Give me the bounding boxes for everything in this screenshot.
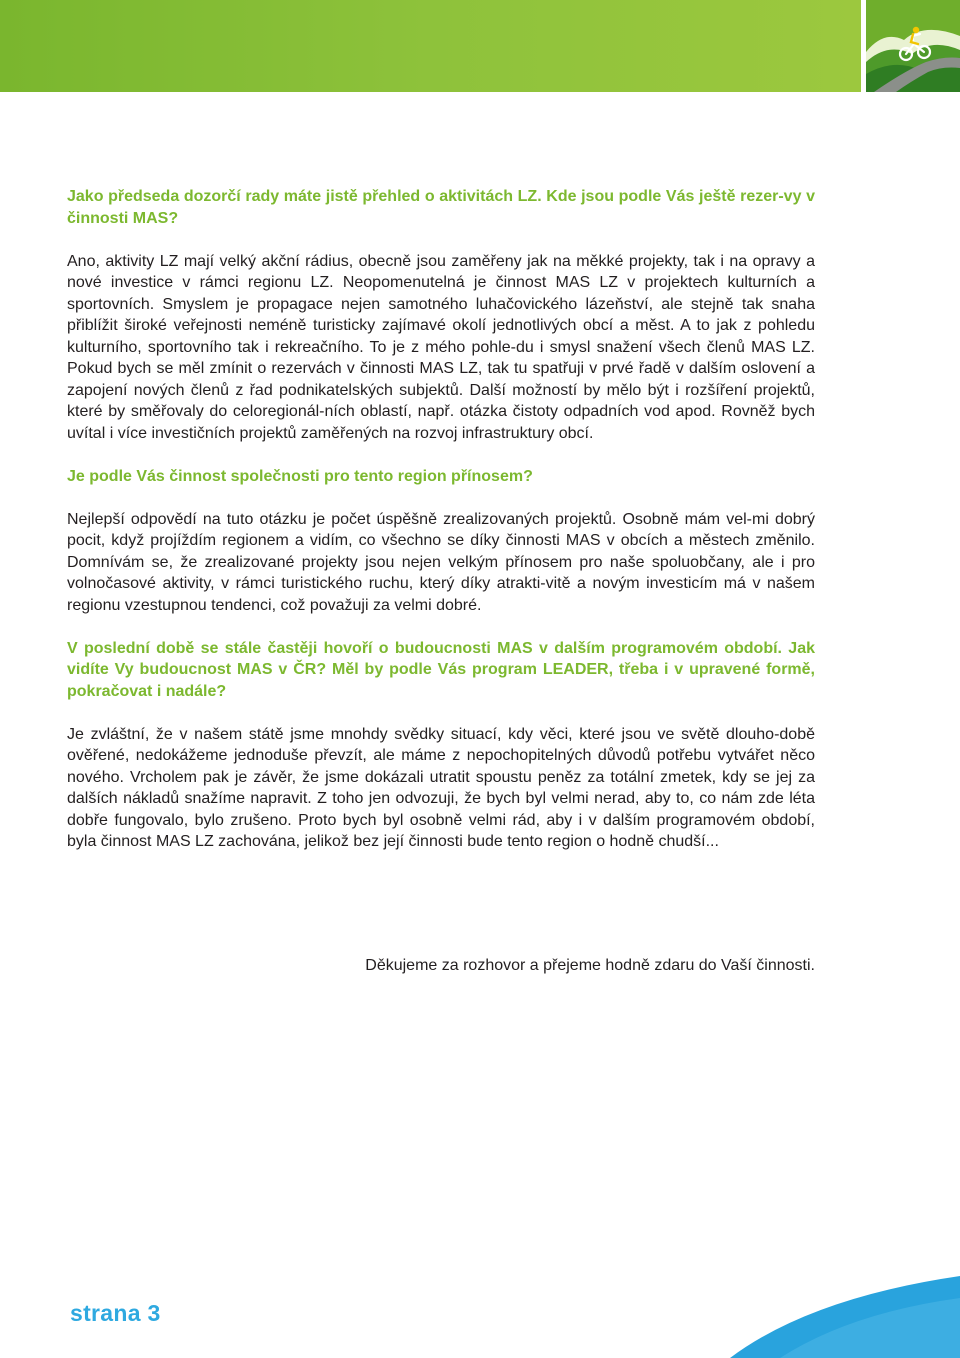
cyclist-landscape-logo <box>866 0 960 92</box>
answer-3: Je zvláštní, že v našem státě jsme mnohdy svědky situací, kdy věci, které jsou ve světě dlouho-době ověřené, nedokážeme jednoduše převzít, ale máme z nepochopitelných důvodů potřebu vytvářet něco nového. Vrcholem pak je závěr, že jsme dokázali utratit spoustu peněz za totální zmetek, kdy se jej za dalších nákladů snažíme napravit. Z toho jen odvozuji, že bych byl velmi nerad, aby to, co nám zde léta dobře fungovalo, bylo zrušeno. Proto bych byl osobně velmi rád, aby i v dalším programovém období, byla činnost MAS LZ zachována, jelikož bez její činnosti bude tento region o hodně chudší... <box>67 725 815 850</box>
closing-thanks: Děkujeme za rozhovor a přejeme hodně zdaru do Vaší činnosti. <box>365 957 815 974</box>
header-band <box>0 0 861 92</box>
question-2: Je podle Vás činnost společnosti pro tento region přínosem? <box>67 467 533 485</box>
question-3: V poslední době se stále častěji hovoří o budoucnosti MAS v dalším programovém období. Jak vidíte Vy budoucnost MAS v ČR? Měl by podle Vás program LEADER, třeba i v upravené formě, pokračovat i nadále? <box>67 639 815 700</box>
logo <box>866 0 960 92</box>
page-number: strana 3 <box>70 1300 161 1326</box>
interview-body <box>67 186 815 874</box>
answer-1: Ano, aktivity LZ mají velký akční rádius, obecně jsou zaměřeny jak na měkké projekty, tak i na opravy a nové investice v rámci regionu LZ. Neopomenutelná je činnost MAS LZ v projektech kulturních a sportovních. Smyslem je propagace nejen samotného luhačovického lázeňství, ale stejně tak snaha přiblížit široké veřejnosti neméně turisticky zajímavé okolí jednotlivých obcí a měst. A to jak z pohledu kulturního, sportovního tak i rekreačního. To je z mého pohle-du i smysl snažení všech členů MAS LZ. Pokud bych se měl zmínit o rezervách v činnosti MAS LZ, tak tu spatřuji v prvé řadě v dalším oslovení a zapojení nových členů z řad podnikatelských subjektů. Další možností by mělo být i rozšíření projektů, které by směřovaly do celoregionál-ních oblastí, např. otázka čistoty odpadních vod apod. Rovněž bych uvítal i více investičních projektů zaměřených na rozvoj infrastruktury obcí. <box>67 252 815 442</box>
answer-2: Nejlepší odpovědí na tuto otázku je počet úspěšně zrealizovaných projektů. Osobně mám vel-mi dobrý pocit, když projíždím regionem a vidím, co všechno se díky činnosti MAS v obcích a městech změnilo. Domnívám se, že zrealizované projekty jsou nejen velkým přínosem pro naše spoluobčany, ale i pro volnočasové aktivity, v rámci turistického ruchu, který díky atrakti-vitě a novým investicím má v našem regionu vzestupnou tendenci, což považuji za velmi dobré. <box>67 510 815 614</box>
corner-swoosh-decoration <box>670 1258 960 1358</box>
question-1: Jako předseda dozorčí rady máte jistě přehled o aktivitách LZ. Kde jsou podle Vás ještě rezer-vy v činnosti MAS? <box>67 188 815 227</box>
